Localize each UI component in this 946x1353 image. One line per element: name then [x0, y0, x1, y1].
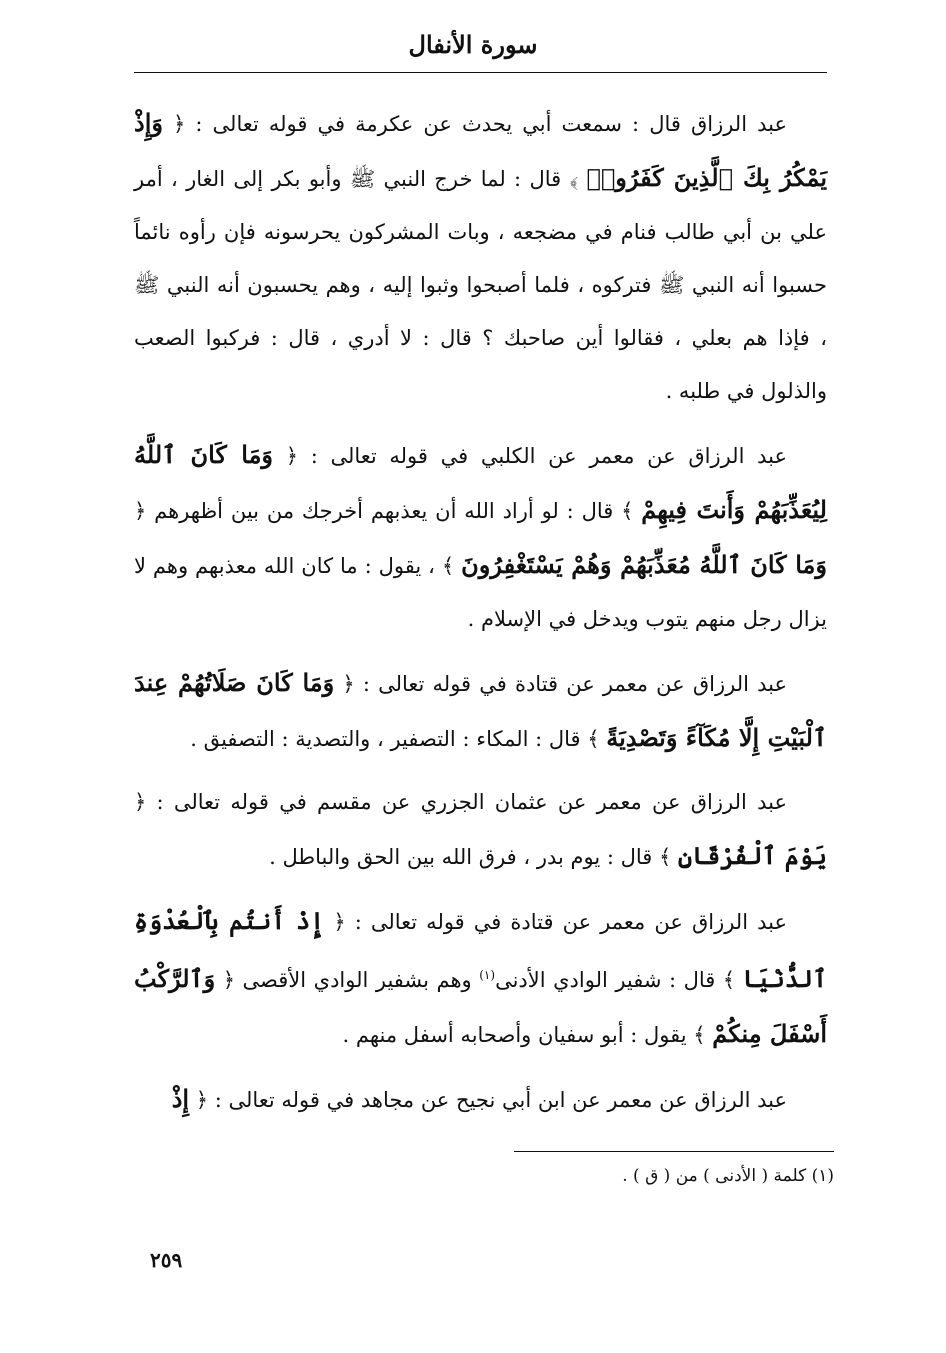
- paragraph-text: ﴾ يقول : أبو سفيان وأصحابه أسفل منهم .: [342, 1023, 713, 1047]
- paragraph-text: عبد الرزاق عن معمر عن عثمان الجزري عن مقسم في قوله تعالى : ﴿: [134, 790, 787, 814]
- quran-verse: وَمَا كَانَ ٱللَّهُ لِيُعَذِّبَهُمْ وَأَنتَ فِيهِمْ: [134, 440, 827, 524]
- paragraph-text: وهم بشفير الوادي الأقصى ﴿: [215, 968, 480, 992]
- paragraph-text: عبد الرزاق عن معمر عن قتادة في قوله تعالى : ﴿: [324, 910, 787, 934]
- page-number: ٢٥٩: [150, 1248, 183, 1272]
- footnote: (١) كلمة ( الأدنى ) من ( ق ) .: [622, 1166, 834, 1186]
- quran-verse: إِذْ: [171, 1084, 190, 1113]
- paragraph-6: [134, 1072, 827, 1127]
- footnote-reference[interactable]: (١): [479, 968, 496, 982]
- paragraph-1: [134, 96, 827, 418]
- paragraph-3: [134, 656, 827, 766]
- quran-verse: وَٱلرَّكْبُ أَسْفَلَ مِنكُمْ: [134, 964, 827, 1048]
- paragraph-text: ﴾ ، يقول : ما كان الله معذبهم وهم لا يزال رجل منهم يتوب ويدخل في الإسلام .: [134, 554, 827, 631]
- paragraph-2: [134, 428, 827, 646]
- paragraph-text: عبد الرزاق قال : سمعت أبي يحدث عن عكرمة في قوله تعالى : ﴿: [162, 112, 787, 136]
- paragraph-text: ﴾ قال : يوم بدر ، فرق الله بين الحق والباطل .: [269, 845, 679, 869]
- page-header-title: سورة الأنفال: [408, 30, 538, 59]
- quran-verse: وَمَا كَانَ صَلَاتُهُمْ عِندَ ٱلْبَيْتِ إِلَّا مُكَآءً وَتَصْدِيَةً: [134, 668, 827, 752]
- quran-verse: إِذْ أَنتُم بِٱلْعُدْوَةِ ٱلدُّنْيَا: [134, 906, 827, 993]
- paragraph-5: [134, 894, 827, 1062]
- paragraph-text: ﴾ قال : شفير الوادي الأدنى: [495, 968, 743, 992]
- page-body: [134, 96, 827, 1137]
- quran-verse: يَوْمَ ٱلْفُرْقَانِ: [678, 841, 827, 870]
- paragraph-text: ﴾ قال : المكاء : التصفير ، والتصدية : التصفيق .: [190, 727, 607, 751]
- paragraph-text: عبد الرزاق عن معمر عن قتادة في قوله تعالى : ﴿: [334, 672, 788, 696]
- paragraph-4: [134, 776, 827, 884]
- paragraph-text: عبد الرزاق عن معمر عن ابن أبي نجيح عن مجاهد في قوله تعالى : ﴿: [189, 1088, 787, 1112]
- footnote-divider: [514, 1151, 834, 1152]
- header-divider: [134, 72, 827, 73]
- paragraph-text: عبد الرزاق عن معمر عن الكلبي في قوله تعالى : ﴿: [273, 444, 787, 468]
- quran-verse: وَمَا كَانَ ٱللَّهُ مُعَذِّبَهُمْ وَهُمْ يَسْتَغْفِرُونَ: [461, 550, 828, 579]
- paragraph-text: ﴾ قال : لما خرج النبي ﷺ وأبو بكر إلى الغار ، أمر علي بن أبي طالب فنام في مضجعه ، وبات المشركون يحرسونه فإن رأوه نائماً حسبوا أنه النبي ﷺ فتركوه ، فلما أصبحوا وثبوا إليه ، وهم يحسبون أنه النبي ﷺ ، فإذا هم بعلي ، فقالوا أين صاحبك ؟ قال : لا أدري ، قال : فركبوا الصعب والذلول في طلبه .: [134, 167, 828, 403]
- paragraph-text: ﴾ قال : لو أراد الله أن يعذبهم أخرجك من بين أظهرهم ﴿: [134, 499, 642, 523]
- quran-verse: وَإِذْ يَمْكُرُ بِكَ ٱلَّذِينَ كَفَرُوا۟: [134, 108, 827, 192]
